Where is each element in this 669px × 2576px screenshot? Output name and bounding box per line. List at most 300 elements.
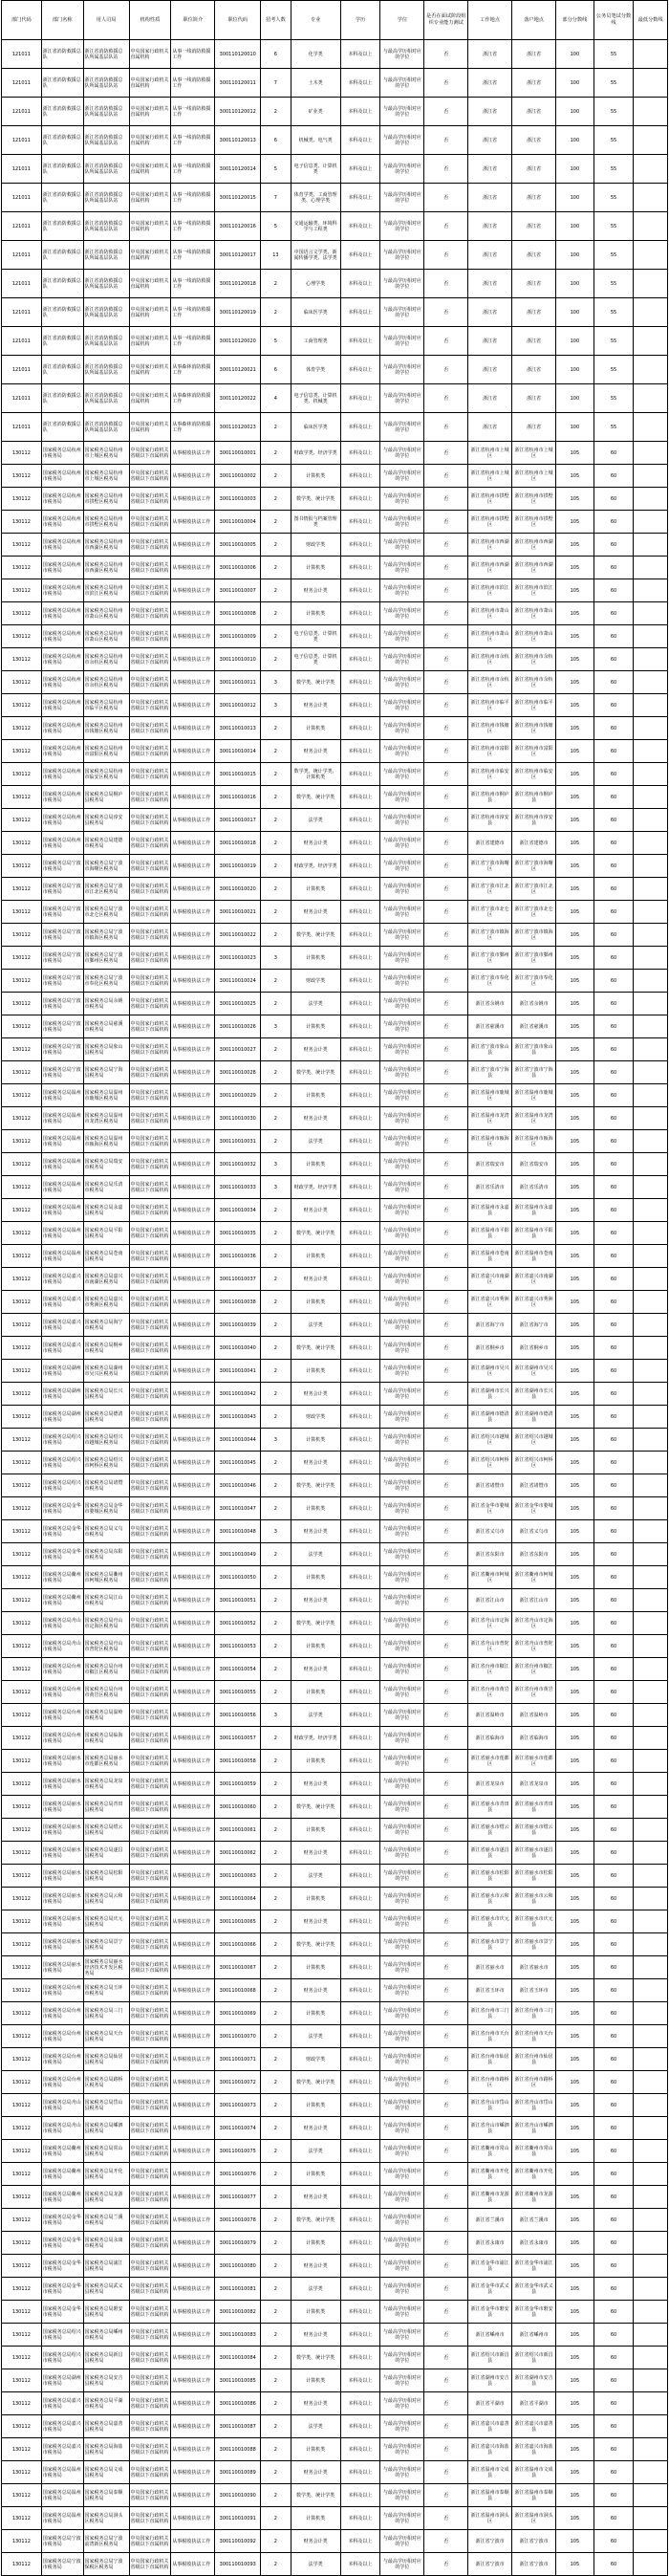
table-cell: 浙江省台州市黄岩区 bbox=[468, 1681, 512, 1704]
table-row bbox=[2, 2438, 668, 2461]
table-cell: 本科及以上 bbox=[340, 1474, 380, 1497]
table-row bbox=[2, 832, 668, 855]
table-cell: 浙江省丽水市青田县 bbox=[468, 1796, 512, 1819]
table-cell: 计算机类 bbox=[291, 2438, 340, 2461]
table-cell: 浙江省丽水市松阳县 bbox=[512, 1865, 556, 1888]
table-cell: 300110010066 bbox=[215, 1933, 261, 1956]
table-row bbox=[2, 98, 668, 126]
table-cell: 与最高学历相对应的学位 bbox=[380, 1612, 424, 1635]
table-cell: 否 bbox=[424, 2094, 468, 2117]
table-cell: 130112 bbox=[2, 648, 42, 671]
table-cell: 中央国家行政机关省级以下直属机构 bbox=[129, 2461, 171, 2484]
table-cell: 否 bbox=[424, 2438, 468, 2461]
table-cell: 130112 bbox=[2, 694, 42, 717]
table-cell: 2 bbox=[261, 786, 291, 809]
table-cell: 中央国家行政机关省级以下直属机构 bbox=[129, 1750, 171, 1773]
table-cell: 本科及以上 bbox=[340, 1314, 380, 1337]
table-row bbox=[2, 212, 668, 241]
table-cell: 2 bbox=[261, 1658, 291, 1681]
table-cell: 本科及以上 bbox=[340, 2186, 380, 2209]
table-cell: 浙江省临海市 bbox=[468, 1727, 512, 1750]
table-cell: 浙江省消防救援总队所属基层队站 bbox=[83, 98, 129, 126]
table-cell: 130112 bbox=[2, 2461, 42, 2484]
table-cell: 中央国家行政机关省级以下直属机构 bbox=[129, 1727, 171, 1750]
table-cell: 5 bbox=[261, 212, 291, 241]
table-cell: 浙江省 bbox=[512, 212, 556, 241]
table-cell: 浙江省温州市永嘉县 bbox=[512, 1199, 556, 1222]
table-cell: 中央国家行政机关省级以下直属机构 bbox=[129, 2553, 171, 2576]
table-row bbox=[2, 947, 668, 970]
table-cell: 与最高学历相对应的学位 bbox=[380, 1819, 424, 1842]
table-cell: 300110010085 bbox=[215, 2369, 261, 2392]
table-cell: 300110120014 bbox=[215, 155, 261, 184]
table-cell: 从事税收执法工作 bbox=[171, 557, 215, 579]
table-cell: 否 bbox=[424, 1383, 468, 1406]
table-cell: 130112 bbox=[2, 442, 42, 465]
table-cell: 60 bbox=[593, 2369, 634, 2392]
table-cell: 中央国家行政机关省级以下直属机构 bbox=[129, 1888, 171, 1910]
table-row bbox=[2, 1015, 668, 1038]
table-cell: 130112 bbox=[2, 2002, 42, 2025]
table-cell: 中央国家行政机关省级以下直属机构 bbox=[129, 2232, 171, 2255]
table-cell: 国家税务总局丽水市税务局 bbox=[41, 1933, 83, 1956]
table-cell: 60 bbox=[593, 1176, 634, 1199]
table-cell: 国家税务总局杭州市临安区税务局 bbox=[83, 763, 129, 786]
table-cell: 浙江省舟山市岱山县 bbox=[512, 2094, 556, 2117]
table-cell: 国家税务总局金华市税务局 bbox=[41, 2255, 83, 2278]
table-cell: 国家税务总局舟山市税务局 bbox=[41, 1612, 83, 1635]
table-row bbox=[2, 1933, 668, 1956]
table-cell: 60 bbox=[593, 1773, 634, 1796]
table-cell: 与最高学历相对应的学位 bbox=[380, 270, 424, 298]
table-cell: 浙江省杭州市钱塘区 bbox=[512, 717, 556, 740]
table-cell: 60 bbox=[593, 488, 634, 511]
table-cell: 浙江省消防救援总队所属基层队站 bbox=[83, 356, 129, 384]
table-cell: 300110120016 bbox=[215, 212, 261, 241]
table-cell: 国家税务总局淳安县税务局 bbox=[83, 809, 129, 832]
table-cell: 否 bbox=[424, 579, 468, 602]
table-cell: 浙江省温州市永嘉县 bbox=[468, 1199, 512, 1222]
table-cell: 105 bbox=[556, 1589, 594, 1612]
table-cell: 130112 bbox=[2, 2530, 42, 2553]
table-cell: 105 bbox=[556, 1888, 594, 1910]
table-cell: 105 bbox=[556, 2094, 594, 2117]
table-cell: 否 bbox=[424, 1291, 468, 1314]
table-cell: 130112 bbox=[2, 534, 42, 557]
table-row bbox=[2, 465, 668, 488]
table-cell: 60 bbox=[593, 1635, 634, 1658]
table-cell: 与最高学历相对应的学位 bbox=[380, 2209, 424, 2232]
table-cell bbox=[634, 2209, 668, 2232]
table-row bbox=[2, 2071, 668, 2094]
table-cell: 国家税务总局瑞安市税务局 bbox=[83, 1153, 129, 1176]
table-cell: 国家税务总局宁波市税务局 bbox=[41, 1061, 83, 1084]
table-cell: 浙江省 bbox=[512, 384, 556, 413]
table-cell: 中央国家行政机关直属机构 bbox=[129, 212, 171, 241]
table-row bbox=[2, 1452, 668, 1474]
column-header: 学位 bbox=[380, 1, 424, 40]
table-cell: 国家税务总局衢州市税务局 bbox=[41, 1566, 83, 1589]
table-cell: 121011 bbox=[2, 40, 42, 69]
table-cell: 浙江省宁波市江北区 bbox=[468, 878, 512, 901]
table-cell: 浙江省湖州市长兴县 bbox=[468, 1383, 512, 1406]
table-cell: 国家税务总局杭州市税务局 bbox=[41, 465, 83, 488]
table-cell: 300110010005 bbox=[215, 534, 261, 557]
table-cell: 与最高学历相对应的学位 bbox=[380, 1153, 424, 1176]
table-cell: 与最高学历相对应的学位 bbox=[380, 1704, 424, 1727]
table-cell: 浙江省台州市三门县 bbox=[512, 2002, 556, 2025]
table-cell: 105 bbox=[556, 1153, 594, 1176]
table-cell: 浙江省 bbox=[512, 356, 556, 384]
table-cell: 浙江省丽水市遂昌县 bbox=[468, 1842, 512, 1865]
table-cell: 300110010062 bbox=[215, 1842, 261, 1865]
table-cell bbox=[634, 534, 668, 557]
table-cell: 60 bbox=[593, 1865, 634, 1888]
table-cell: 105 bbox=[556, 2163, 594, 2186]
table-cell: 从事税收执法工作 bbox=[171, 1222, 215, 1245]
table-cell: 2 bbox=[261, 1291, 291, 1314]
table-cell: 中央国家行政机关省级以下直属机构 bbox=[129, 1819, 171, 1842]
table-cell: 与最高学历相对应的学位 bbox=[380, 1888, 424, 1910]
table-cell: 300110010070 bbox=[215, 2025, 261, 2048]
table-cell: 300110010057 bbox=[215, 1727, 261, 1750]
table-cell: 与最高学历相对应的学位 bbox=[380, 786, 424, 809]
table-cell: 60 bbox=[593, 1979, 634, 2002]
column-header: 工作地点 bbox=[468, 1, 512, 40]
table-cell: 与最高学历相对应的学位 bbox=[380, 901, 424, 924]
table-cell: 6 bbox=[261, 40, 291, 69]
table-cell: 国家税务总局台州市税务局 bbox=[41, 2071, 83, 2094]
table-cell: 130112 bbox=[2, 1222, 42, 1245]
table-cell: 从事税收执法工作 bbox=[171, 579, 215, 602]
table-cell: 本科及以上 bbox=[340, 1061, 380, 1084]
table-cell: 100 bbox=[556, 327, 594, 356]
table-cell: 60 bbox=[593, 2392, 634, 2415]
table-cell: 国家税务总局丽水市莲都区税务局 bbox=[83, 1750, 129, 1773]
table-cell bbox=[634, 740, 668, 763]
table-row bbox=[2, 1474, 668, 1497]
table-cell: 7 bbox=[261, 69, 291, 98]
table-row bbox=[2, 924, 668, 947]
table-cell: 浙江省消防救援总队所属基层队站 bbox=[83, 298, 129, 327]
table-cell: 浙江省 bbox=[468, 98, 512, 126]
table-cell: 100 bbox=[556, 270, 594, 298]
table-cell: 本科及以上 bbox=[340, 970, 380, 993]
table-cell: 国家税务总局宁波前湾新区税务局 bbox=[83, 2530, 129, 2553]
table-cell: 数学类、统计学类 bbox=[291, 2484, 340, 2507]
table-cell: 从事税收执法工作 bbox=[171, 1429, 215, 1452]
table-cell: 与最高学历相对应的学位 bbox=[380, 2392, 424, 2415]
table-cell: 浙江省杭州市拱墅区 bbox=[512, 488, 556, 511]
table-cell: 与最高学历相对应的学位 bbox=[380, 1176, 424, 1199]
table-cell: 从事税收执法工作 bbox=[171, 1245, 215, 1268]
table-cell: 浙江省宁波市镇海区 bbox=[512, 924, 556, 947]
table-cell: 本科及以上 bbox=[340, 901, 380, 924]
table-cell: 300110010081 bbox=[215, 2278, 261, 2301]
table-cell: 国家税务总局宁波市北仑区税务局 bbox=[83, 901, 129, 924]
table-cell bbox=[634, 901, 668, 924]
table-cell: 浙江省温州市洞头区 bbox=[468, 2507, 512, 2530]
table-cell: 130112 bbox=[2, 717, 42, 740]
table-cell: 130112 bbox=[2, 1612, 42, 1635]
table-cell: 否 bbox=[424, 2117, 468, 2140]
table-cell: 105 bbox=[556, 2484, 594, 2507]
table-cell: 从事税收执法工作 bbox=[171, 1773, 215, 1796]
table-cell: 国家税务总局杭州市余杭区税务局 bbox=[83, 671, 129, 694]
table-cell: 与最高学历相对应的学位 bbox=[380, 2255, 424, 2278]
table-cell: 与最高学历相对应的学位 bbox=[380, 1910, 424, 1933]
table-cell: 国家税务总局平阳县税务局 bbox=[83, 1222, 129, 1245]
table-cell: 中央国家行政机关直属机构 bbox=[129, 413, 171, 442]
table-cell: 130112 bbox=[2, 1842, 42, 1865]
table-cell: 浙江省绍兴市新昌县 bbox=[468, 2347, 512, 2369]
table-cell: 国家税务总局嘉兴市税务局 bbox=[41, 1291, 83, 1314]
table-cell: 计算机类 bbox=[291, 2507, 340, 2530]
table-row bbox=[2, 1658, 668, 1681]
table-cell: 浙江省舟山市嵊泗县 bbox=[512, 2117, 556, 2140]
table-cell: 60 bbox=[593, 2209, 634, 2232]
table-cell: 2 bbox=[261, 511, 291, 534]
table-cell: 从事税收执法工作 bbox=[171, 1543, 215, 1566]
table-cell: 本科及以上 bbox=[340, 1933, 380, 1956]
table-cell: 300110010025 bbox=[215, 993, 261, 1015]
table-cell bbox=[634, 763, 668, 786]
table-cell: 否 bbox=[424, 694, 468, 717]
table-cell: 60 bbox=[593, 1796, 634, 1819]
table-cell: 2 bbox=[261, 1314, 291, 1337]
table-cell: 浙江省嘉兴市南湖区 bbox=[512, 1268, 556, 1291]
table-cell: 浙江省东阳市 bbox=[468, 1543, 512, 1566]
table-cell: 130112 bbox=[2, 1956, 42, 1979]
table-cell: 本科及以上 bbox=[340, 1153, 380, 1176]
table-cell: 与最高学历相对应的学位 bbox=[380, 1566, 424, 1589]
table-cell: 浙江省杭州市拱墅区 bbox=[468, 511, 512, 534]
table-cell bbox=[634, 1153, 668, 1176]
table-cell: 与最高学历相对应的学位 bbox=[380, 1268, 424, 1291]
table-row bbox=[2, 1314, 668, 1337]
table-cell: 与最高学历相对应的学位 bbox=[380, 534, 424, 557]
table-cell bbox=[634, 1222, 668, 1245]
table-cell: 本科及以上 bbox=[340, 2278, 380, 2301]
table-cell: 浙江省杭州市余杭区 bbox=[468, 671, 512, 694]
table-cell: 与最高学历相对应的学位 bbox=[380, 1130, 424, 1153]
table-cell: 与最高学历相对应的学位 bbox=[380, 579, 424, 602]
table-cell: 60 bbox=[593, 2415, 634, 2438]
table-cell: 数学类、统计学类、计算机类 bbox=[291, 763, 340, 786]
table-cell: 105 bbox=[556, 2301, 594, 2324]
table-cell: 否 bbox=[424, 1589, 468, 1612]
table-cell bbox=[634, 924, 668, 947]
table-cell: 浙江省杭州市西湖区 bbox=[468, 534, 512, 557]
table-cell: 否 bbox=[424, 1153, 468, 1176]
table-cell: 否 bbox=[424, 901, 468, 924]
table-cell: 浙江省消防救援总队 bbox=[41, 184, 83, 212]
table-cell: 浙江省舟山市定海区 bbox=[468, 1612, 512, 1635]
table-cell: 中央国家行政机关省级以下直属机构 bbox=[129, 924, 171, 947]
column-header: 部门名称 bbox=[41, 1, 83, 40]
table-cell: 中央国家行政机关省级以下直属机构 bbox=[129, 1084, 171, 1107]
table-cell: 浙江省宁波市象山县 bbox=[512, 1038, 556, 1061]
table-cell: 从事税收执法工作 bbox=[171, 1360, 215, 1383]
table-cell: 中央国家行政机关省级以下直属机构 bbox=[129, 901, 171, 924]
table-cell: 中央国家行政机关省级以下直属机构 bbox=[129, 1635, 171, 1658]
table-cell: 105 bbox=[556, 878, 594, 901]
table-cell: 计算机类 bbox=[291, 947, 340, 970]
table-cell: 否 bbox=[424, 184, 468, 212]
table-cell: 浙江省温州市洞头区 bbox=[512, 2507, 556, 2530]
table-cell: 否 bbox=[424, 270, 468, 298]
table-cell bbox=[634, 1199, 668, 1222]
table-cell: 300110010073 bbox=[215, 2094, 261, 2117]
table-cell: 浙江省台州市路桥区 bbox=[468, 2071, 512, 2094]
table-cell: 本科及以上 bbox=[340, 2461, 380, 2484]
table-cell: 从事一线消防救援工作 bbox=[171, 298, 215, 327]
table-cell: 60 bbox=[593, 901, 634, 924]
table-cell: 国家税务总局景宁县税务局 bbox=[83, 1933, 129, 1956]
table-cell: 55 bbox=[593, 270, 634, 298]
table-cell: 计算机类 bbox=[291, 1084, 340, 1107]
table-cell: 60 bbox=[593, 1612, 634, 1635]
table-cell: 与最高学历相对应的学位 bbox=[380, 1061, 424, 1084]
table-cell: 国家税务总局永嘉县税务局 bbox=[83, 1199, 129, 1222]
table-cell: 否 bbox=[424, 1222, 468, 1245]
table-cell: 本科及以上 bbox=[340, 1084, 380, 1107]
table-cell: 国家税务总局杭州市富阳区税务局 bbox=[83, 740, 129, 763]
table-cell: 60 bbox=[593, 648, 634, 671]
table-cell: 60 bbox=[593, 694, 634, 717]
table-cell: 3 bbox=[261, 1176, 291, 1199]
table-cell bbox=[634, 2140, 668, 2163]
table-cell: 机械类、电气类 bbox=[291, 126, 340, 155]
table-cell: 105 bbox=[556, 579, 594, 602]
table-cell: 105 bbox=[556, 1222, 594, 1245]
table-cell: 中央国家行政机关省级以下直属机构 bbox=[129, 2140, 171, 2163]
table-cell: 浙江省消防救援总队所属基层队站 bbox=[83, 384, 129, 413]
table-cell: 300110010013 bbox=[215, 717, 261, 740]
table-cell: 60 bbox=[593, 2186, 634, 2209]
table-cell: 105 bbox=[556, 2461, 594, 2484]
table-cell: 从事税收执法工作 bbox=[171, 1681, 215, 1704]
table-cell: 中央国家行政机关省级以下直属机构 bbox=[129, 2002, 171, 2025]
table-cell: 从事税收执法工作 bbox=[171, 878, 215, 901]
table-cell bbox=[634, 442, 668, 465]
table-cell: 浙江省丽水市 bbox=[468, 1956, 512, 1979]
table-cell: 否 bbox=[424, 2048, 468, 2071]
table-cell: 60 bbox=[593, 671, 634, 694]
table-cell: 国家税务总局舟山市税务局 bbox=[41, 2117, 83, 2140]
table-cell: 浙江省台州市路桥区 bbox=[512, 2071, 556, 2094]
table-cell: 本科及以上 bbox=[340, 2002, 380, 2025]
table-cell: 从事税收执法工作 bbox=[171, 442, 215, 465]
table-cell: 121011 bbox=[2, 98, 42, 126]
table-cell: 中央国家行政机关省级以下直属机构 bbox=[129, 1566, 171, 1589]
table-cell: 国家税务总局嵊泗县税务局 bbox=[83, 2117, 129, 2140]
table-cell: 国家税务总局宁波市税务局 bbox=[41, 2553, 83, 2576]
table-cell: 60 bbox=[593, 809, 634, 832]
table-cell: 国家税务总局宁波市鄞州区税务局 bbox=[83, 947, 129, 970]
table-cell: 从事税收执法工作 bbox=[171, 1061, 215, 1084]
table-cell: 浙江省杭州市余杭区 bbox=[512, 648, 556, 671]
table-cell: 国家税务总局嘉兴市税务局 bbox=[41, 2392, 83, 2415]
table-cell: 本科及以上 bbox=[340, 1429, 380, 1452]
table-cell: 浙江省消防救援总队 bbox=[41, 356, 83, 384]
table-cell: 国家税务总局宁波市海曙区税务局 bbox=[83, 855, 129, 878]
table-cell: 国家税务总局衢州市税务局 bbox=[41, 2140, 83, 2163]
table-cell: 60 bbox=[593, 717, 634, 740]
table-cell: 浙江省消防救援总队所属基层队站 bbox=[83, 40, 129, 69]
table-cell: 国家税务总局缙云县税务局 bbox=[83, 1819, 129, 1842]
table-cell: 国家税务总局杭州市税务局 bbox=[41, 717, 83, 740]
table-row bbox=[2, 2163, 668, 2186]
table-row bbox=[2, 2324, 668, 2347]
table-cell: 计算机类 bbox=[291, 1429, 340, 1452]
table-cell bbox=[634, 1130, 668, 1153]
table-cell: 浙江省舟山市普陀区 bbox=[468, 1635, 512, 1658]
table-row bbox=[2, 1061, 668, 1084]
table-cell: 国家税务总局杭州市临平区税务局 bbox=[83, 694, 129, 717]
table-cell: 否 bbox=[424, 809, 468, 832]
table-cell: 105 bbox=[556, 1635, 594, 1658]
table-cell: 国家税务总局杭州市税务局 bbox=[41, 625, 83, 648]
table-cell: 浙江省嘉兴市海盐县 bbox=[468, 2438, 512, 2461]
table-row bbox=[2, 1681, 668, 1704]
table-cell: 55 bbox=[593, 327, 634, 356]
table-cell bbox=[634, 786, 668, 809]
table-cell: 本科及以上 bbox=[340, 2255, 380, 2278]
table-cell: 财务会计类 bbox=[291, 1589, 340, 1612]
table-cell: 与最高学历相对应的学位 bbox=[380, 2140, 424, 2163]
table-cell: 130112 bbox=[2, 2347, 42, 2369]
table-cell: 从事一线消防救援工作 bbox=[171, 98, 215, 126]
table-cell: 105 bbox=[556, 2415, 594, 2438]
table-cell: 60 bbox=[593, 1910, 634, 1933]
table-cell: 本科及以上 bbox=[340, 993, 380, 1015]
table-cell: 否 bbox=[424, 1933, 468, 1956]
table-cell bbox=[634, 69, 668, 98]
table-cell: 从事税收执法工作 bbox=[171, 1383, 215, 1406]
table-cell: 否 bbox=[424, 717, 468, 740]
table-cell: 中央国家行政机关省级以下直属机构 bbox=[129, 1842, 171, 1865]
table-cell: 2 bbox=[261, 413, 291, 442]
table-cell: 从事税收执法工作 bbox=[171, 1589, 215, 1612]
table-cell: 浙江省衢州市常山县 bbox=[512, 2140, 556, 2163]
table-cell: 从事税收执法工作 bbox=[171, 1566, 215, 1589]
table-cell: 从事税收执法工作 bbox=[171, 1956, 215, 1979]
table-cell: 本科及以上 bbox=[340, 298, 380, 327]
table-row bbox=[2, 1566, 668, 1589]
table-cell: 105 bbox=[556, 1107, 594, 1130]
table-cell: 2 bbox=[261, 2507, 291, 2530]
table-cell: 从事税收执法工作 bbox=[171, 671, 215, 694]
table-cell: 300110010032 bbox=[215, 1153, 261, 1176]
table-cell: 本科及以上 bbox=[340, 1291, 380, 1314]
table-cell: 浙江省台州市椒江区 bbox=[512, 1658, 556, 1681]
table-cell: 本科及以上 bbox=[340, 488, 380, 511]
table-cell: 法学类 bbox=[291, 1130, 340, 1153]
table-cell: 本科及以上 bbox=[340, 413, 380, 442]
table-cell: 60 bbox=[593, 2163, 634, 2186]
table-cell: 从事税收执法工作 bbox=[171, 2163, 215, 2186]
table-cell: 本科及以上 bbox=[340, 740, 380, 763]
table-cell: 60 bbox=[593, 993, 634, 1015]
table-cell: 国家税务总局杭州市税务局 bbox=[41, 442, 83, 465]
table-cell: 与最高学历相对应的学位 bbox=[380, 1107, 424, 1130]
table-cell: 国家税务总局嘉兴市税务局 bbox=[41, 2438, 83, 2461]
table-cell bbox=[634, 1337, 668, 1360]
table-cell: 与最高学历相对应的学位 bbox=[380, 2002, 424, 2025]
table-cell: 300110010090 bbox=[215, 2484, 261, 2507]
table-cell: 2 bbox=[261, 2347, 291, 2369]
